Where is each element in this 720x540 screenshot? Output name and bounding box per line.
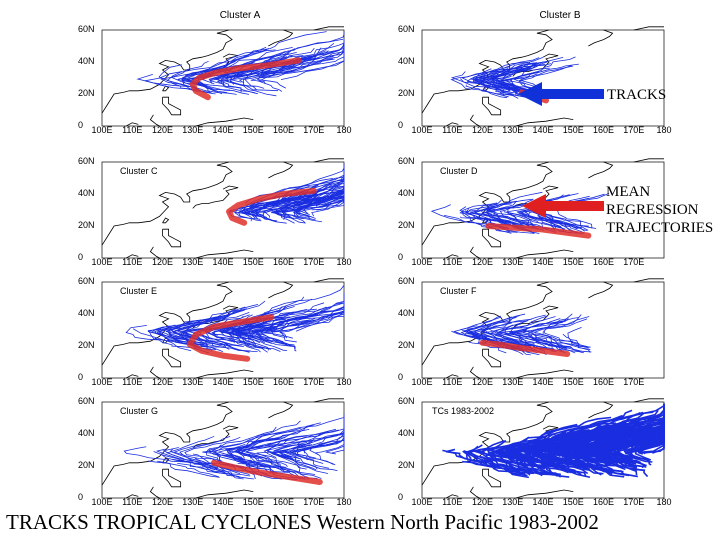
map-panel-f [400,262,720,387]
map-panel-all [400,382,720,507]
lat-tick-label: 40N [398,308,415,318]
lon-tick-label: 120E [471,257,494,267]
lat-tick-label: 20N [398,460,415,470]
coastline [163,97,181,115]
lon-tick-label: 140E [212,125,234,135]
lat-tick-label: 0 [78,372,84,382]
lon-tick-label: 170E [623,257,645,267]
panel-inner-label: Cluster E [120,286,158,296]
lat-tick-label: 0 [398,372,404,382]
lon-tick-label: 140E [532,125,554,135]
lon-tick-label: 150E [242,377,264,387]
lon-tick-label: 110E [122,257,143,267]
coastline [634,159,664,162]
lon-tick-label: 100E [411,257,433,267]
coastline [483,349,501,367]
lon-tick-label: 140E [212,257,234,267]
lon-tick-label: 180 [336,497,352,507]
lon-tick-label: 130E [182,125,204,135]
lon-tick-label: 130E [182,377,204,387]
lon-tick-label: 180 [336,377,352,387]
lon-tick-label: 170E [303,377,325,387]
lon-tick-label: 130E [502,497,524,507]
lon-tick-label: 100E [91,377,113,387]
lat-tick-label: 0 [398,492,404,502]
lat-tick-label: 20N [78,460,95,470]
coastline [483,469,501,487]
lon-tick-label: 150E [242,125,264,135]
lon-tick-label: 120E [151,497,174,507]
lon-tick-label: 140E [532,257,554,267]
lat-tick-label: 60N [78,24,95,34]
annotation-line-2: REGRESSION [606,202,699,218]
map-plot [400,10,720,135]
lon-tick-label: 150E [562,497,584,507]
map-frame [102,402,344,498]
map-plot [80,10,400,135]
panel-title: Cluster B [539,10,581,21]
lon-tick-label: 110E [442,377,463,387]
panel-inner-label: TCs 1983-2002 [432,406,495,416]
coastline [314,159,344,162]
lat-tick-label: 60N [398,276,415,286]
coastline [163,218,169,223]
lon-tick-label: 110E [122,497,143,507]
lon-tick-label: 160E [272,497,295,507]
lon-tick-label: 110E [442,497,463,507]
lon-tick-label: 130E [502,377,524,387]
lat-tick-label: 20N [398,88,415,98]
panel-inner-label: Cluster F [440,286,477,296]
lon-tick-label: 110E [122,377,143,387]
map-panel-e [80,262,400,387]
coastline [163,349,181,367]
panel-inner-label: Cluster G [120,406,159,416]
lat-tick-label: 0 [398,252,404,262]
lon-tick-label: 180 [656,125,672,135]
coastline [634,399,664,402]
lat-tick-label: 60N [78,276,95,286]
coastline [483,229,501,247]
lon-tick-label: 170E [303,497,325,507]
lat-tick-label: 20N [398,340,415,350]
lon-tick-label: 100E [411,497,433,507]
cyclone-track [544,318,590,352]
lat-tick-label: 60N [78,156,95,166]
panel-inner-label: Cluster D [440,166,478,176]
lon-tick-label: 170E [303,125,325,135]
lon-tick-label: 180 [336,125,352,135]
lon-tick-label: 110E [122,125,143,135]
lon-tick-label: 140E [212,497,234,507]
lon-tick-label: 160E [592,125,615,135]
lon-tick-label: 130E [182,497,204,507]
panel-inner-label: Cluster C [120,166,158,176]
lon-tick-label: 170E [623,377,645,387]
lat-tick-label: 60N [78,396,95,406]
coastline [588,402,612,418]
lat-tick-label: 0 [78,120,84,130]
tracks-annotation: TRACKS [607,87,667,103]
lat-tick-label: 60N [398,156,415,166]
lon-tick-label: 160E [592,377,615,387]
coastline [588,282,612,298]
map-plot [80,262,400,387]
lat-tick-label: 40N [398,428,415,438]
map-plot [80,382,400,507]
lat-tick-label: 20N [78,340,95,350]
lat-tick-label: 40N [398,188,415,198]
lat-tick-label: 40N [398,56,415,66]
coastline [163,469,181,487]
lon-tick-label: 170E [623,125,645,135]
map-panel-g [80,382,400,507]
lon-tick-label: 140E [212,377,234,387]
lon-tick-label: 110E [442,257,463,267]
coastline [163,229,181,247]
annotation-line-1: MEAN [606,184,651,200]
lon-tick-label: 100E [411,377,433,387]
lon-tick-label: 170E [623,497,645,507]
coastline [268,162,292,178]
lon-tick-label: 120E [151,125,174,135]
lon-tick-label: 140E [532,497,554,507]
lat-tick-label: 0 [78,252,84,262]
coastline [588,30,612,46]
lon-tick-label: 120E [151,377,174,387]
lon-tick-label: 130E [502,125,524,135]
lon-tick-label: 120E [471,125,494,135]
lon-tick-label: 100E [91,257,113,267]
coastline [268,282,292,298]
lat-tick-label: 20N [78,220,95,230]
lat-tick-label: 40N [78,56,95,66]
lon-tick-label: 120E [471,377,494,387]
lat-tick-label: 60N [398,24,415,34]
lon-tick-label: 180 [656,497,672,507]
lat-tick-label: 40N [78,308,95,318]
lon-tick-label: 120E [471,497,494,507]
tracks-arrow-icon [518,82,604,106]
lat-tick-label: 20N [78,88,95,98]
lon-tick-label: 130E [182,257,204,267]
coastline [268,402,292,418]
lon-tick-label: 140E [532,377,554,387]
panel-title: Cluster A [219,10,261,21]
lon-tick-label: 160E [592,497,615,507]
lon-tick-label: 150E [242,497,264,507]
map-panel-a [80,10,400,135]
lon-tick-label: 160E [272,377,295,387]
coastline [314,399,344,402]
figure-caption: TRACKS TROPICAL CYCLONES Western North Pacific 1983-2002 [6,510,599,534]
coastline [634,27,664,30]
lon-tick-label: 160E [272,257,295,267]
lon-tick-label: 110E [442,125,463,135]
lon-tick-label: 180 [336,257,352,267]
lon-tick-label: 100E [411,125,433,135]
coastline [268,30,292,46]
lon-tick-label: 160E [592,257,615,267]
lat-tick-label: 60N [398,396,415,406]
map-panel-c [80,142,400,267]
lon-tick-label: 130E [502,257,524,267]
coastline [483,97,501,115]
map-plot [400,382,720,507]
map-plot [400,262,720,387]
lon-tick-label: 150E [242,257,264,267]
lon-tick-label: 100E [91,497,113,507]
coastline [634,279,664,282]
lon-tick-label: 150E [562,377,584,387]
annotation-line-3: TRAJECTORIES [606,220,714,236]
lat-tick-label: 40N [78,188,95,198]
lon-tick-label: 150E [562,125,584,135]
coastline [314,27,344,30]
lat-tick-label: 20N [398,220,415,230]
lat-tick-label: 0 [78,492,84,502]
coastline [588,162,612,178]
lon-tick-label: 120E [151,257,174,267]
lat-tick-label: 0 [398,120,404,130]
mean-regression-annotation [606,183,713,237]
trajectory-arrow-icon [522,194,604,218]
lon-tick-label: 160E [272,125,295,135]
lon-tick-label: 170E [303,257,325,267]
coastline [314,279,344,282]
lon-tick-label: 150E [562,257,584,267]
map-panel-b [400,10,720,135]
lat-tick-label: 40N [78,428,95,438]
map-plot [80,142,400,267]
lon-tick-label: 100E [91,125,113,135]
